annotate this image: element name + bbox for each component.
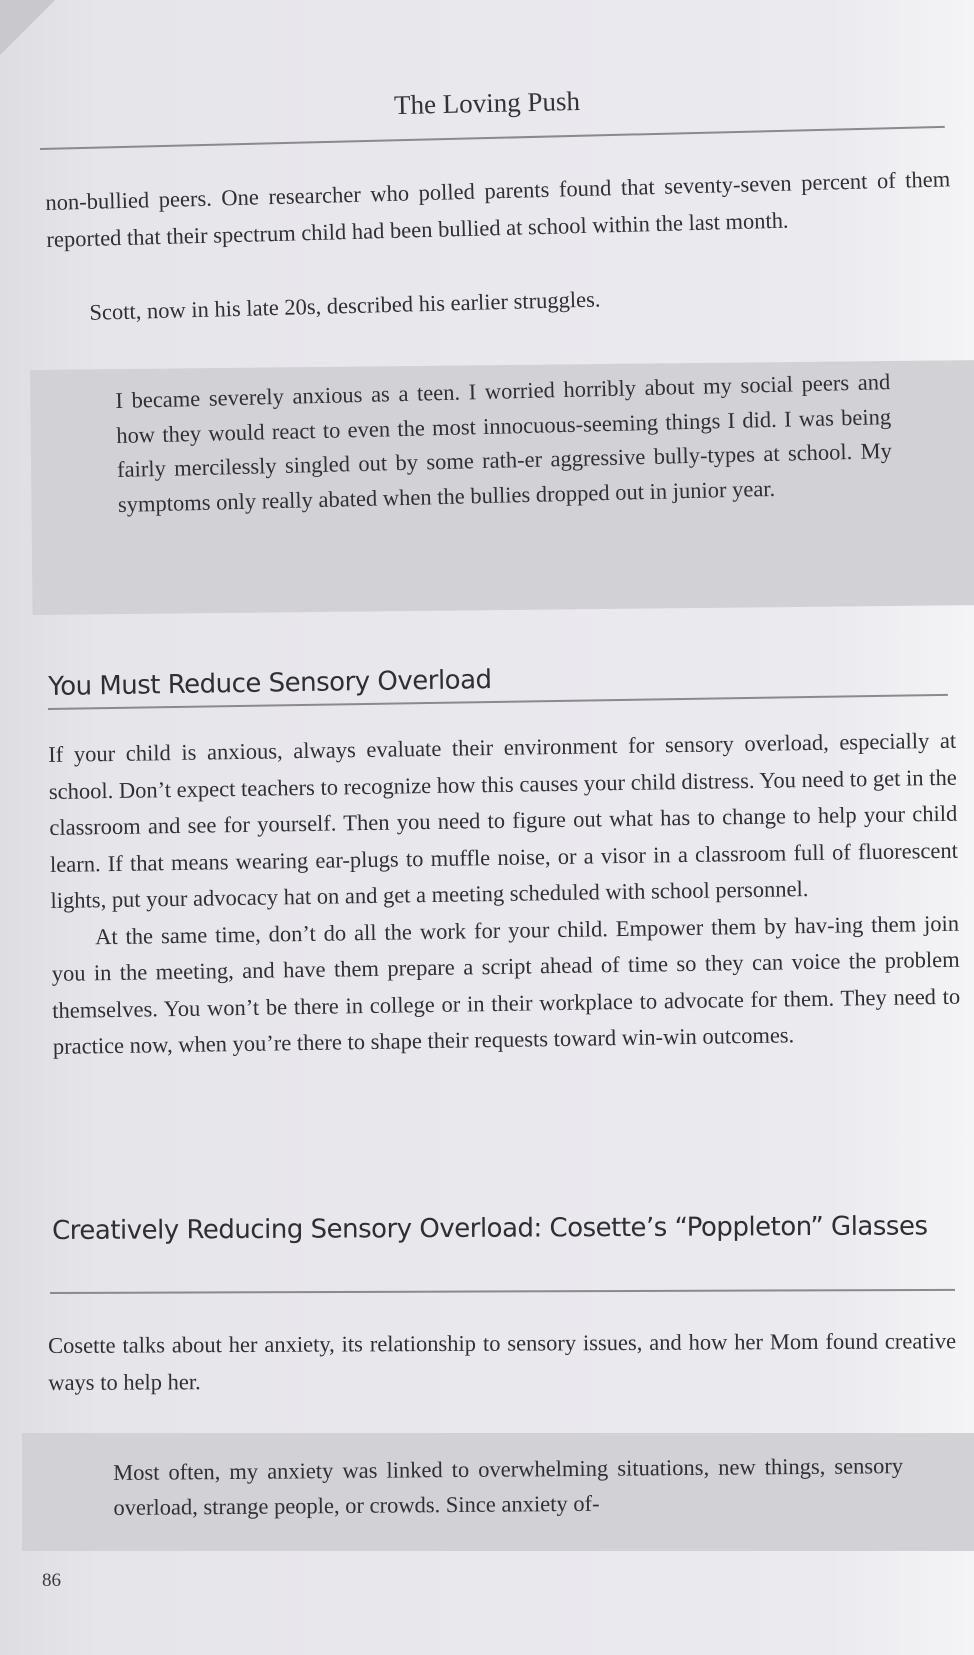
section-1-body: [48, 723, 961, 1066]
section-1-paragraph: If your child is anxious, always evaluate their environment for sensory overload, especially at school. Don’t expect teachers to recognize how this causes your child distress. You need to get in the classroom and see for yourself. Then you need to figure out what has to change to help your child learn. If that means wearing ear-plugs to muffle noise, or a visor in a classroom full of fluorescent lights, put your advocacy hat on and get a meeting scheduled with school personnel.: [48, 727, 959, 913]
page-number: 86: [42, 1570, 61, 1591]
running-head: The Loving Push: [393, 85, 581, 121]
quote-cosette: Most often, my anxiety was linked to overwhelming situations, new things, sensory overload, strange people, or crowds. Since anxiety of-: [113, 1453, 904, 1520]
section-heading-rule-2: [50, 1289, 955, 1294]
section-2-paragraph: Cosette talks about her anxiety, its relationship to sensory issues, and how her Mom found creative ways to help her.: [48, 1328, 957, 1395]
folded-corner: [0, 0, 55, 55]
paragraph-continued: non-bullied peers. One researcher who polled parents found that seventy-seven percent of them reported that their spectrum child had been bullied at school within the last month.: [45, 166, 951, 252]
section-1-paragraph-2-text: At the same time, don’t do all the work for your child. Empower them by hav-ing them join you in the meeting, and have them prepare a script ahead of time so they can voice the problem themselves. You won’t be there in college or in their workplace to advocate for them. They need to practice now, when you’re there to shape their requests toward win-win outcomes.: [51, 910, 961, 1059]
running-head-rule: [40, 126, 945, 150]
section-1-paragraph-2: [51, 905, 961, 1065]
section-heading-poppleton-glasses: Creatively Reducing Sensory Overload: Cosette’s “Poppleton” Glasses: [52, 1211, 928, 1246]
section-heading-reduce-sensory-overload: You Must Reduce Sensory Overload: [48, 665, 492, 702]
quote-scott: I became severely anxious as a teen. I worried horribly about my social peers and how they would react to even the most innocuous-seeming things I did. I was being fairly mercilessly singled out by some rath-er aggressive bully-types at school. My symptoms only really abated when the bullies dropped out in junior year.: [115, 369, 893, 517]
paragraph-scott-intro-text: Scott, now in his late 20s, described his earlier struggles.: [89, 286, 601, 325]
paragraph-scott-intro: [45, 272, 951, 332]
